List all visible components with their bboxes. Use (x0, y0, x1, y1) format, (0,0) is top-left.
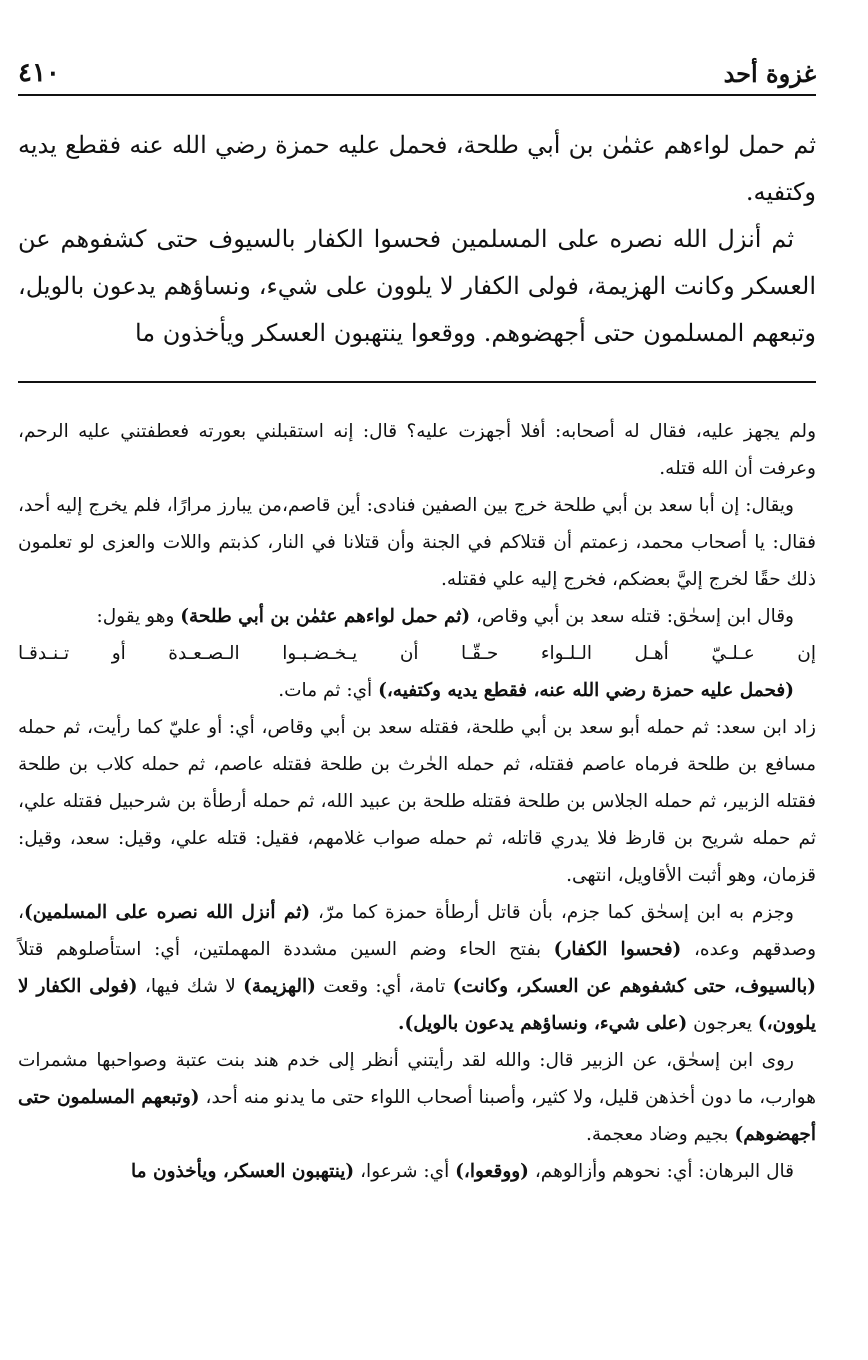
commentary-text: وجزم به ابن إسحٰق كما جزم، بأن قاتل أرطأة حمزة كما مرّ، (310, 902, 794, 923)
quoted-text: (ثم حمل لواءهم عثمٰن بن أبي طلحة) (180, 606, 471, 627)
commentary-text: ، وصدقهم وعده، (18, 902, 816, 960)
poetry-verse: إن عـلـيّ أهـل الـلـواء حـقّـا أن يـخـضـبـوا الـصـعـدة أو تـنـدقـا (18, 643, 816, 664)
chapter-title: غزوة أحد (723, 59, 816, 88)
quoted-text: (ووقعوا،) (455, 1161, 529, 1182)
main-paragraph: ثم أنزل الله نصره على المسلمين فحسوا الكفار بالسيوف حتى كشفوهم عن العسكر وكانت الهزيمة، فولى الكفار لا يلوون على شيء، ونساؤهم يدعون بالويل، وتبعهم المسلمون حتى أجهضوهم. ووقعوا ينتهبون العسكر ويأخذون ما (18, 225, 816, 347)
commentary-text: تامة، أي: وقعت (315, 976, 453, 997)
commentary-paragraph (18, 672, 816, 709)
quoted-text: (ثم أنزل الله نصره على المسلمين) (23, 902, 311, 923)
quoted-text: (فولى الكفار لا يلوون،) (18, 976, 816, 1034)
book-page (18, 40, 816, 1190)
commentary-text: أي: شرعوا، (354, 1161, 456, 1182)
commentary-text: لا شك فيها، (137, 976, 244, 997)
page-number: ٤١٠ (18, 58, 60, 88)
commentary-text: وقال ابن إسحٰق: قتله سعد بن أبي وقاص، (470, 606, 794, 627)
commentary-paragraph (18, 1153, 816, 1190)
quoted-text: (وتبعهم المسلمون حتى أجهضوهم) (18, 1087, 816, 1145)
quoted-text: (ينتهبون العسكر، ويأخذون ما (131, 1161, 355, 1182)
commentary-paragraph (18, 894, 816, 1042)
main-text (18, 122, 816, 357)
commentary-text: قال البرهان: أي: نحوهم وأزالوهم، (528, 1161, 794, 1182)
footnote-separator (18, 381, 816, 383)
commentary-text: أي: ثم مات. (278, 680, 379, 701)
quoted-text: (فحمل عليه حمزة رضي الله عنه، فقطع يديه وكتفيه،) (378, 680, 794, 701)
page-header (18, 40, 816, 88)
quoted-text: (على شيء، ونساؤهم يدعون بالويل). (398, 1013, 688, 1034)
main-paragraph: ثم حمل لواءهم عثمٰن بن أبي طلحة، فحمل عليه حمزة رضي الله عنه فقطع يديه وكتفيه. (18, 131, 816, 206)
commentary-text: وهو يقول: (96, 606, 181, 627)
commentary-paragraph: ويقال: إن أبا سعد بن أبي طلحة خرج بين الصفين فنادى: أين قاصم،من يبارز مرارًا، فلم يخرج إليه أحد، فقال: يا أصحاب محمد، زعمتم أن قتلاكم في الجنة وأن قتلانا في النار، كذبتم واللات والعزى لو تعلمون ذلك حقًا لخرج إليَّ بعضكم، فخرج إليه علي فقتله. (18, 495, 816, 590)
commentary-text: روى ابن إسحٰق، عن الزبير قال: والله لقد رأيتني أنظر إلى خدم هند بنت عتبة وصواحبها مشمرات هوارب، ما دون أخذهن قليل، ولا كثير، وأصبنا أصحاب اللواء حتى ما يدنو منه أحد، (18, 1050, 816, 1108)
commentary-paragraph: ولم يجهز عليه، فقال له أصحابه: أفلا أجهزت عليه؟ قال: إنه استقبلني بعورته فعطفتني عليه الرحم، وعرفت أن الله قتله. (18, 421, 816, 479)
quoted-text: (بالسيوف، حتى كشفوهم عن العسكر، وكانت) (452, 976, 816, 997)
commentary (18, 413, 816, 1190)
commentary-paragraph (18, 598, 816, 635)
header-rule (18, 94, 816, 96)
commentary-text: بجيم وضاد معجمة. (586, 1124, 735, 1145)
quoted-text: (الهزيمة) (243, 976, 316, 997)
commentary-paragraph (18, 1042, 816, 1153)
commentary-text: بفتح الحاء وضم السين مشددة المهملتين، أي: استأصلوهم قتلاً (18, 939, 554, 960)
commentary-paragraph: زاد ابن سعد: ثم حمله أبو سعد بن أبي طلحة، فقتله سعد بن أبي وقاص، أي: أو عليّ كما رأيت، ثم حمله مسافع بن طلحة فرماه عاصم فقتله، ثم حمله الحٰرث بن طلحة فقتله عاصم، ثم حمله كلاب بن طلحة فقتله الزبير، ثم حمله الجلاس بن طلحة فقتله طلحة بن عبيد الله، ثم حمله أرطأة بن شرحبيل فقتله علي، ثم حمله شريح بن قارظ فلا يدري قاتله، ثم حمله صواب غلامهم، فقيل: قتله علي، وقيل: سعد، وقيل: قزمان، وهو أثبت الأقاويل، انتهى. (18, 717, 816, 886)
quoted-text: (فحسوا الكفار) (553, 939, 682, 960)
commentary-text: يعرجون (687, 1013, 758, 1034)
